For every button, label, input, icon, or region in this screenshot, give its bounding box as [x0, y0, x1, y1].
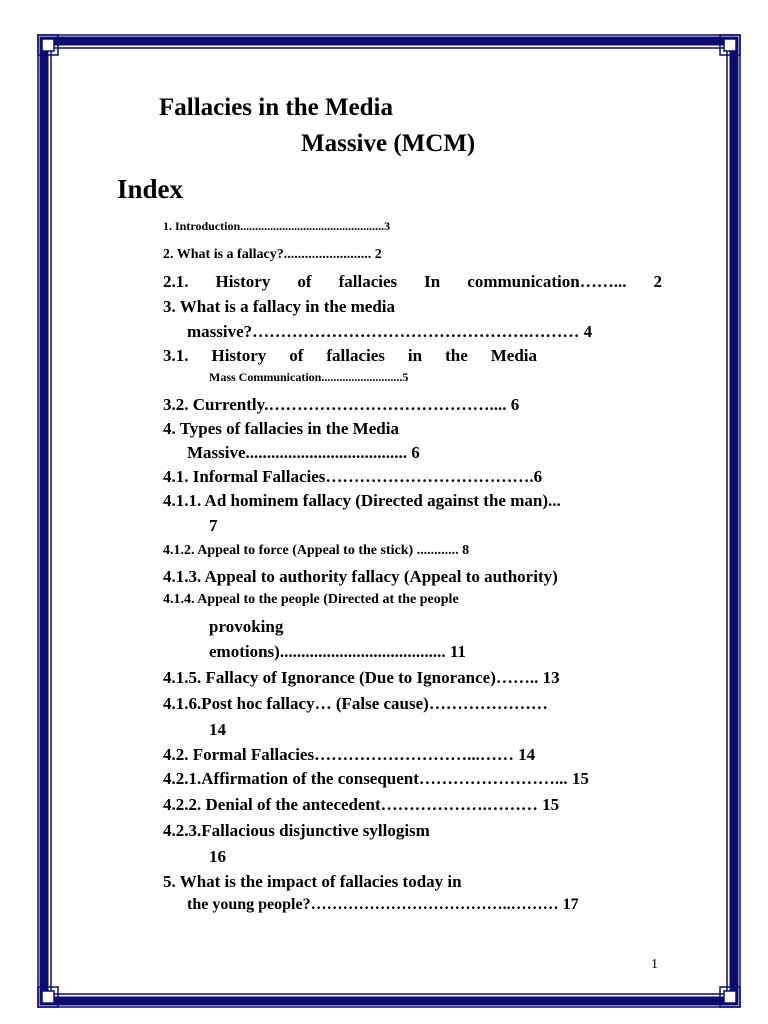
toc-entry: 3. What is a fallacy in the media [163, 297, 396, 316]
toc-entry: 2.1. History of fallacies In communication……... 2 [163, 272, 662, 291]
toc-entry: 4.1.5. Fallacy of Ignorance (Due to Ignorance)…….. 13 [163, 668, 560, 687]
toc-entry: massive?………………………………………….……… 4 [187, 322, 593, 341]
toc-entry: 4.2. Formal Fallacies………………………...…… 14 [163, 745, 536, 764]
toc-entry: 7 [209, 516, 218, 535]
toc-entry: 4.1.3. Appeal to authority fallacy (Appeal to authority) [163, 567, 558, 586]
toc-entry: 14 [209, 720, 226, 739]
document-title-line2: Massive (MCM) [301, 130, 476, 157]
toc-entry: 5. What is the impact of fallacies today in [163, 872, 462, 891]
toc-entry: emotions)....................................... 11 [209, 642, 466, 661]
toc-entry: 1. Introduction................................................3 [163, 219, 391, 233]
toc-entry: 2. What is a fallacy?......................... 2 [163, 247, 382, 262]
page-number: 1 [651, 957, 658, 972]
document-title-line1: Fallacies in the Media [159, 94, 393, 121]
toc-entry: Massive...................................... 6 [187, 443, 420, 462]
index-heading: Index [117, 174, 184, 204]
toc-entry: 4.2.2. Denial of the antecedent……………….……… 15 [163, 795, 560, 814]
toc-entry: Mass Communication...........................5 [209, 370, 409, 384]
toc-entry: 4.1.6.Post hoc fallacy… (False cause)………………… [163, 694, 548, 713]
toc-entry: 4.2.1.Affirmation of the consequent……………………... 15 [163, 769, 589, 788]
toc-entry: 4.2.3.Fallacious disjunctive syllogism [163, 821, 430, 840]
toc-entry: 4.1.1. Ad hominem fallacy (Directed against the man)... [163, 491, 561, 510]
toc-entry: the young people?………………………………..……… 17 [187, 896, 579, 913]
toc-entry: 16 [209, 847, 226, 866]
toc-entry: 4. Types of fallacies in the Media [163, 419, 399, 438]
toc-entry: 4.1. Informal Fallacies……………………………….6 [163, 467, 543, 486]
toc-entry: 3.2. Currently.………………………………….... 6 [163, 395, 520, 414]
toc-entry: 4.1.4. Appeal to the people (Directed at the people [163, 592, 459, 607]
toc-entry: 4.1.2. Appeal to force (Appeal to the stick) ............ 8 [163, 543, 470, 558]
toc-entry: 3.1. History of fallacies in the Media [163, 346, 537, 365]
toc-entry: provoking [209, 617, 284, 636]
